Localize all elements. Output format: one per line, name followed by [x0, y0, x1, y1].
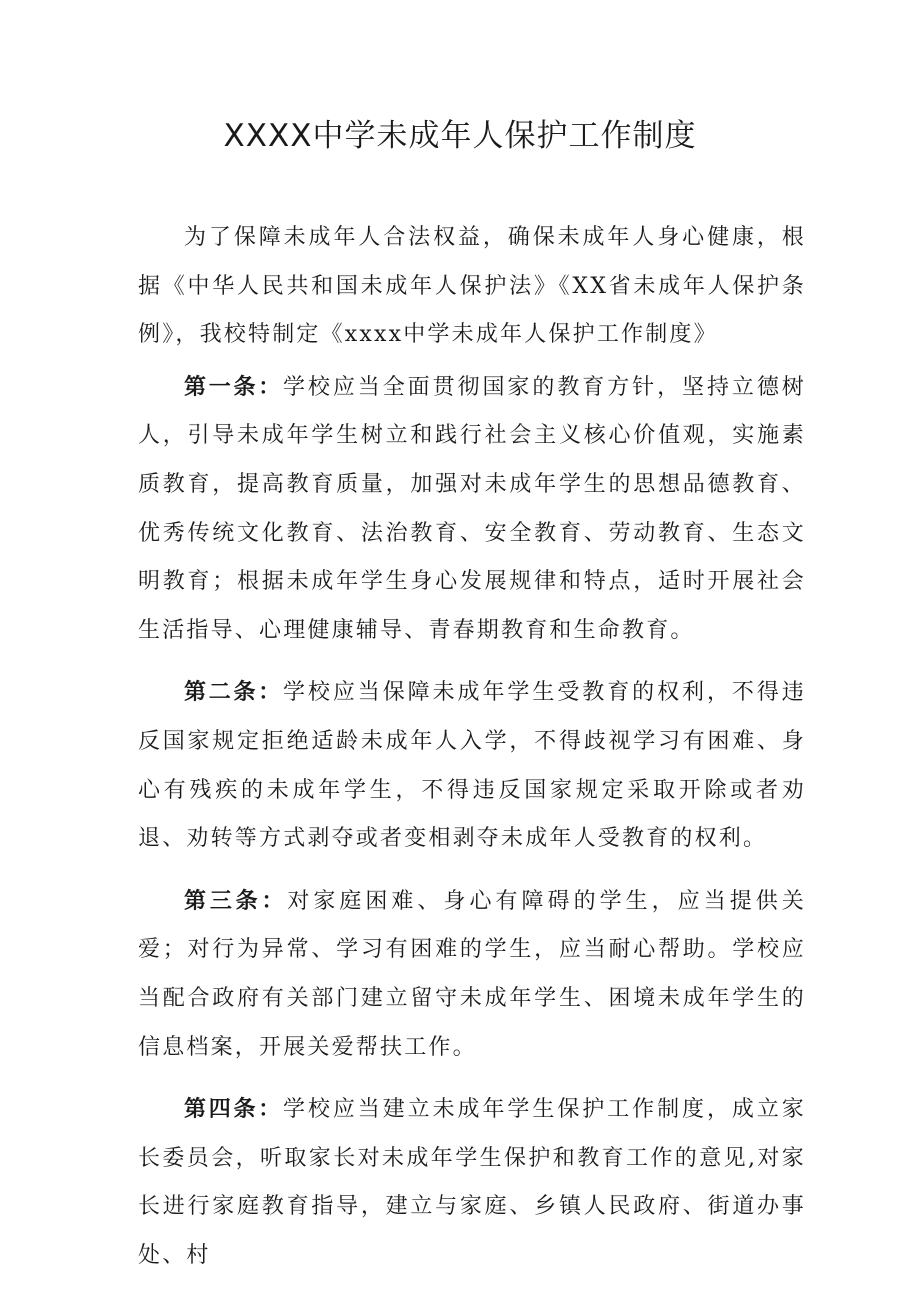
article-3-label: 第三条：: [184, 888, 288, 914]
article-1-label: 第一条：: [184, 374, 283, 400]
article-1-text: 学校应当全面贯彻国家的教育方针，坚持立德树人，引导未成年学生树立和践行社会主义核心价值观，实施素质教育，提高教育质量，加强对未成年学生的思想品德教育、优秀传统文化教育、法治教育、安全教育、劳动教育、生态文明教育；根据未成年学生身心发展规律和特点，适时开展社会生活指导、心理健康辅导、青春期教育和生命教育。: [138, 374, 806, 643]
article-2-text: 学校应当保障未成年学生受教育的权利，不得违反国家规定拒绝适龄未成年人入学，不得歧视学习有困难、身心有残疾的未成年学生，不得违反国家规定采取开除或者劝退、劝转等方式剥夺或者变相剥夺未成年人受教育的权利。: [138, 680, 806, 852]
article-4: [138, 1086, 806, 1280]
article-4-text: 学校应当建立未成年学生保护工作制度，成立家长委员会，听取家长对未成年学生保护和教育工作的意见,对家长进行家庭教育指导，建立与家庭、乡镇人民政府、街道办事处、村: [138, 1097, 806, 1268]
article-1: [138, 364, 806, 656]
document-body: [138, 214, 806, 1294]
intro-paragraph: 为了保障未成年人合法权益，确保未成年人身心健康，根据《中华人民共和国未成年人保护法》《XX省未成年人保护条例》，我校特制定《xxxx中学未成年人保护工作制度》: [138, 225, 806, 348]
article-2: [138, 669, 806, 863]
article-2-label: 第二条：: [184, 680, 283, 706]
document-title: XXXX中学未成年人保护工作制度: [223, 118, 697, 154]
article-3: [138, 878, 806, 1072]
article-3-text: 对家庭困难、身心有障碍的学生，应当提供关爱；对行为异常、学习有困难的学生，应当耐心帮助。学校应当配合政府有关部门建立留守未成年学生、困境未成年学生的信息档案，开展关爱帮扶工作。: [138, 888, 806, 1060]
article-4-label: 第四条：: [184, 1097, 283, 1123]
